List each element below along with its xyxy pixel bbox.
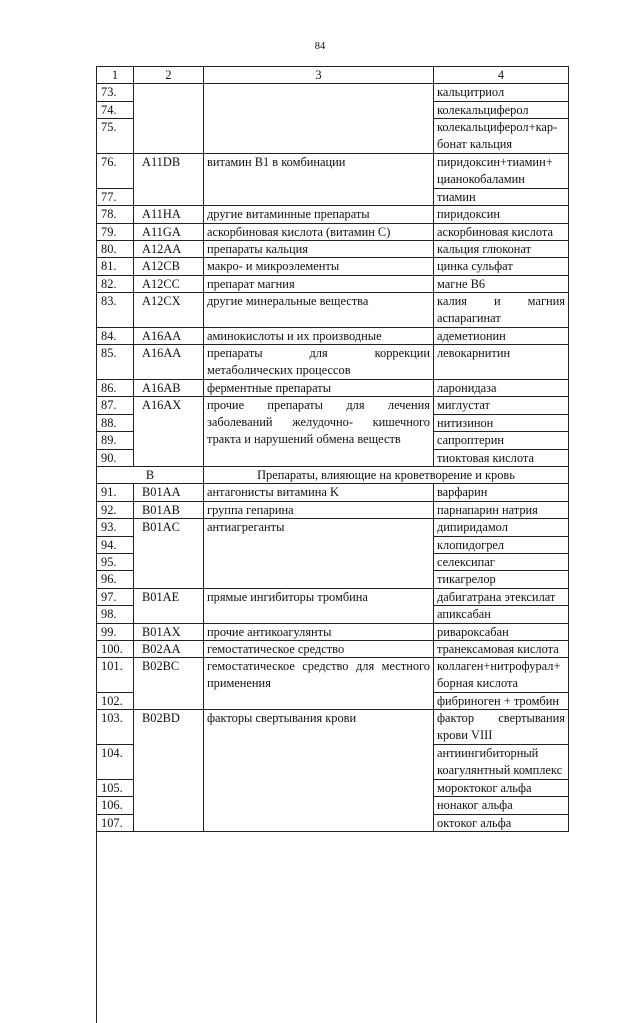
row-number: 107. <box>97 815 134 832</box>
row-number: 84. <box>97 328 134 345</box>
section-code: B <box>97 467 204 484</box>
drug-cell: ларонидаза <box>434 380 569 397</box>
drug-cell: кальция глюконат <box>434 241 569 258</box>
row-number: 97. <box>97 589 134 606</box>
group-cell: препараты для коррекции метаболических процессов <box>204 345 434 380</box>
row-number: 76. <box>97 154 134 189</box>
row-number: 80. <box>97 241 134 258</box>
group-cell: факторы свертывания крови <box>204 710 434 832</box>
row-number: 105. <box>97 780 134 797</box>
group-cell: аскорбиновая кислота (витамин C) <box>204 224 434 241</box>
drug-cell: адеметионин <box>434 328 569 345</box>
atc-code-cell: A16AA <box>134 345 204 380</box>
row-number: 98. <box>97 606 134 623</box>
group-cell: прямые ингибиторы тромбина <box>204 589 434 624</box>
atc-code-cell: B02BD <box>134 710 204 832</box>
row-number: 94. <box>97 537 134 554</box>
row-number: 103. <box>97 710 134 745</box>
row-number: 104. <box>97 745 134 780</box>
atc-code-cell: A12CC <box>134 276 204 293</box>
group-cell: другие витаминные препараты <box>204 206 434 223</box>
atc-code-cell: B01AB <box>134 502 204 519</box>
row-number: 99. <box>97 624 134 641</box>
atc-code-cell: A16AX <box>134 397 204 467</box>
atc-code-cell: A12CB <box>134 258 204 275</box>
group-cell: гемостатическое средство <box>204 641 434 658</box>
drug-cell: транексамовая кислота <box>434 641 569 658</box>
row-number: 85. <box>97 345 134 380</box>
group-cell: антиагреганты <box>204 519 434 589</box>
drug-cell: пиридоксин+тиамин+ цианокобаламин <box>434 154 569 189</box>
drug-cell: мороктоког альфа <box>434 780 569 797</box>
row-number: 87. <box>97 397 134 414</box>
row-number: 93. <box>97 519 134 536</box>
group-cell: прочие препараты для лечения заболеваний желудочно- кишечного тракта и нарушений обмена веществ <box>204 397 434 467</box>
atc-code-cell: A12AA <box>134 241 204 258</box>
group-cell: витамин B1 в комбинации <box>204 154 434 206</box>
group-cell: аминокислоты и их производные <box>204 328 434 345</box>
row-number: 92. <box>97 502 134 519</box>
drug-cell: октоког альфа <box>434 815 569 832</box>
drug-cell: цинка сульфат <box>434 258 569 275</box>
drug-cell: колекальциферол <box>434 102 569 119</box>
atc-code-cell: A12CX <box>134 293 204 328</box>
atc-code-cell <box>134 84 204 154</box>
atc-code-cell: A11DB <box>134 154 204 206</box>
row-number: 89. <box>97 432 134 449</box>
drug-cell: варфарин <box>434 484 569 501</box>
atc-code-cell: B01AE <box>134 589 204 624</box>
row-number: 82. <box>97 276 134 293</box>
row-number: 96. <box>97 571 134 588</box>
atc-code-cell: A11GA <box>134 224 204 241</box>
page-number: 84 <box>314 41 326 52</box>
drug-cell: калия и магния аспарагинат <box>434 293 569 328</box>
row-number: 102. <box>97 693 134 710</box>
drug-cell: аскорбиновая кислота <box>434 224 569 241</box>
drug-cell: апиксабан <box>434 606 569 623</box>
drug-cell: коллаген+нитрофурал+ борная кислота <box>434 658 569 693</box>
atc-code-cell: B01AC <box>134 519 204 589</box>
row-number: 100. <box>97 641 134 658</box>
row-number: 77. <box>97 189 134 206</box>
drug-table <box>96 66 569 1023</box>
atc-code-cell: B02BC <box>134 658 204 710</box>
header-col-2: 2 <box>134 67 204 84</box>
group-cell: макро- и микроэлементы <box>204 258 434 275</box>
group-cell: препараты кальция <box>204 241 434 258</box>
row-number: 78. <box>97 206 134 223</box>
drug-cell: нонаког альфа <box>434 797 569 814</box>
group-cell: другие минеральные вещества <box>204 293 434 328</box>
row-number: 73. <box>97 84 134 101</box>
atc-code-cell: B02AA <box>134 641 204 658</box>
drug-cell: дипиридамол <box>434 519 569 536</box>
row-number: 95. <box>97 554 134 571</box>
drug-cell: левокарнитин <box>434 345 569 380</box>
row-number: 79. <box>97 224 134 241</box>
group-cell: группа гепарина <box>204 502 434 519</box>
row-number: 83. <box>97 293 134 328</box>
row-number: 86. <box>97 380 134 397</box>
header-col-4: 4 <box>434 67 569 84</box>
row-number: 91. <box>97 484 134 501</box>
row-number: 106. <box>97 797 134 814</box>
drug-cell: фибриноген + тромбин <box>434 693 569 710</box>
group-cell: ферментные препараты <box>204 380 434 397</box>
atc-code-cell: A16AB <box>134 380 204 397</box>
row-number: 88. <box>97 415 134 432</box>
row-number: 75. <box>97 119 134 154</box>
group-cell <box>204 84 434 154</box>
drug-cell: антиингибиторный коагулянтный комплекс <box>434 745 569 780</box>
drug-cell: тиамин <box>434 189 569 206</box>
drug-cell: кальцитриол <box>434 84 569 101</box>
drug-cell: фактор свертывания крови VIII <box>434 710 569 745</box>
group-cell: прочие антикоагулянты <box>204 624 434 641</box>
drug-cell: пиридоксин <box>434 206 569 223</box>
atc-code-cell: A11HA <box>134 206 204 223</box>
row-number: 101. <box>97 658 134 693</box>
drug-cell: клопидогрел <box>434 537 569 554</box>
row-number: 81. <box>97 258 134 275</box>
atc-code-cell: B01AX <box>134 624 204 641</box>
drug-cell: нитизинон <box>434 415 569 432</box>
drug-cell: ривароксабан <box>434 624 569 641</box>
group-cell: препарат магния <box>204 276 434 293</box>
group-cell: гемостатическое средство для местного применения <box>204 658 434 710</box>
row-number: 90. <box>97 450 134 467</box>
header-col-3: 3 <box>204 67 434 84</box>
drug-cell: тикагрелор <box>434 571 569 588</box>
drug-cell: селексипаг <box>434 554 569 571</box>
atc-code-cell: B01AA <box>134 484 204 501</box>
drug-cell: магне B6 <box>434 276 569 293</box>
drug-cell: миглустат <box>434 397 569 414</box>
drug-cell: парнапарин натрия <box>434 502 569 519</box>
atc-code-cell: A16AA <box>134 328 204 345</box>
drug-cell: дабигатрана этексилат <box>434 589 569 606</box>
group-cell: антагонисты витамина K <box>204 484 434 501</box>
drug-cell: тиоктовая кислота <box>434 450 569 467</box>
section-title: Препараты, влияющие на кроветворение и кровь <box>204 467 569 484</box>
drug-cell: колекальциферол+кар- бонат кальция <box>434 119 569 154</box>
header-col-1: 1 <box>97 67 134 84</box>
row-number: 74. <box>97 102 134 119</box>
drug-cell: сапроптерин <box>434 432 569 449</box>
